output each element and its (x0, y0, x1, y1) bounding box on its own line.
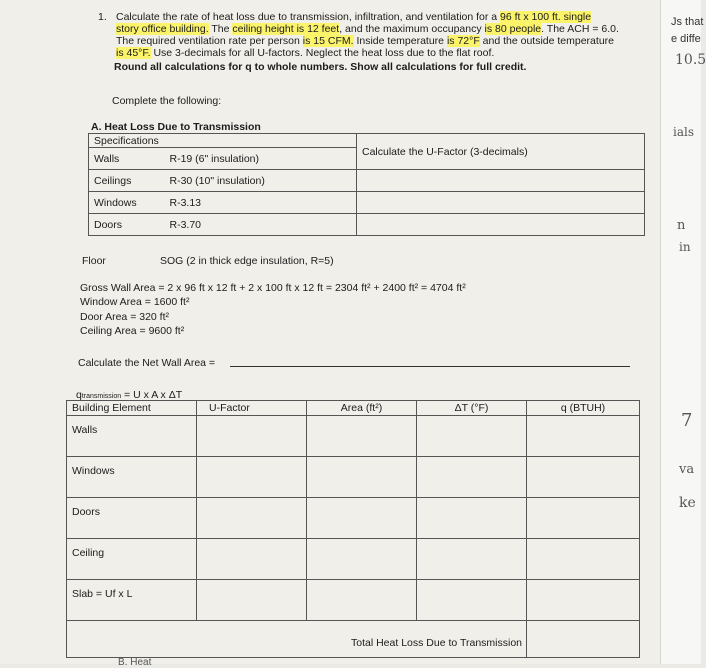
transmission-formula: qtransmission = U x A x ΔT (76, 389, 183, 401)
floor-spec: SOG (2 in thick edge insulation, R=5) (160, 255, 334, 267)
area-cell[interactable] (307, 457, 417, 498)
net-wall-prompt: Calculate the Net Wall Area = (78, 357, 216, 369)
element-label: Windows (67, 457, 197, 498)
total-q-cell[interactable] (527, 621, 640, 658)
next-section-fragment: B. Heat (118, 657, 152, 668)
col-header: Area (ft²) (307, 401, 417, 416)
question-line-1: Calculate the rate of heat loss due to transmission, infiltration, and ventilation for a 96 ft x 100 ft. single (116, 11, 592, 23)
strip-handwriting: 7 (681, 410, 693, 431)
gross-wall-area: Gross Wall Area = 2 x 96 ft x 12 ft + 2 x 100 ft x 12 ft = 2304 ft² + 2400 ft² = 4704 ft² (80, 282, 466, 294)
ufactor-cell[interactable] (197, 539, 307, 580)
adjacent-page-strip (660, 0, 706, 664)
area-cell[interactable] (307, 580, 417, 621)
element-label: Ceiling (67, 539, 197, 580)
delta-t-cell[interactable] (417, 580, 527, 621)
col-header: Building Element (67, 401, 197, 416)
table-row (67, 498, 640, 539)
strip-handwriting: va (679, 462, 695, 477)
spec-row-name: Windows (89, 192, 165, 214)
ufactor-cell[interactable] (197, 416, 307, 457)
col-header: U-Factor (197, 401, 307, 416)
spec-row-name: Ceilings (89, 170, 165, 192)
ufactor-answer-cell[interactable] (357, 192, 645, 214)
total-row (67, 621, 640, 658)
question-number: 1. (98, 11, 107, 23)
floor-label: Floor (82, 255, 106, 267)
door-area: Door Area = 320 ft² (80, 311, 170, 323)
spec-row-name: Walls (89, 148, 165, 170)
element-label: Doors (67, 498, 197, 539)
element-label: Walls (67, 416, 197, 457)
total-label: Total Heat Loss Due to Transmission (67, 621, 527, 658)
question-line-3: The required ventilation rate per person is 15 CFM. Inside temperature is 72°F and the outside temperature (116, 35, 614, 47)
delta-t-cell[interactable] (417, 539, 527, 580)
area-cell[interactable] (307, 539, 417, 580)
heat-loss-header (67, 401, 640, 416)
strip-handwriting: ke (679, 495, 696, 511)
strip-handwriting: ials (673, 125, 694, 139)
q-cell[interactable] (527, 416, 640, 457)
q-cell[interactable] (527, 498, 640, 539)
spec-header-left: Specifications (89, 134, 357, 148)
spec-row-value: R-3.70 (165, 214, 357, 236)
spec-row-value: R-30 (10" insulation) (165, 170, 357, 192)
q-cell[interactable] (527, 457, 640, 498)
table-row (67, 539, 640, 580)
delta-t-cell[interactable] (417, 457, 527, 498)
table-row (67, 416, 640, 457)
table-row (67, 580, 640, 621)
delta-t-cell[interactable] (417, 498, 527, 539)
col-header: ΔT (°F) (417, 401, 527, 416)
net-wall-answer-line[interactable] (230, 366, 630, 367)
ufactor-answer-cell[interactable] (357, 170, 645, 192)
element-label: Slab = Uf x L (67, 580, 197, 621)
spec-table-header (89, 134, 645, 148)
spec-row-name: Doors (89, 214, 165, 236)
delta-t-cell[interactable] (417, 416, 527, 457)
spec-row-value: R-19 (6" insulation) (165, 148, 357, 170)
question-line-2: story office building. The ceiling height is 12 feet, and the maximum occupancy is 80 people. The ACH = 6.0. (116, 23, 619, 35)
spec-row (89, 192, 645, 214)
spec-row (89, 170, 645, 192)
q-cell[interactable] (527, 580, 640, 621)
spec-header-right: Calculate the U-Factor (3-decimals) (357, 134, 645, 170)
col-header: q (BTUH) (527, 401, 640, 416)
strip-handwriting: 10.5 (675, 52, 706, 68)
complete-following-label: Complete the following: (112, 95, 222, 107)
window-area: Window Area = 1600 ft² (80, 296, 190, 308)
q-cell[interactable] (527, 539, 640, 580)
strip-handwriting: in (679, 240, 691, 254)
spec-row-value: R-3.13 (165, 192, 357, 214)
ufactor-cell[interactable] (197, 457, 307, 498)
spec-row (89, 214, 645, 236)
strip-text: e diffe (671, 33, 701, 45)
area-cell[interactable] (307, 498, 417, 539)
section-a-title: A. Heat Loss Due to Transmission (91, 121, 261, 133)
strip-text: Js that (671, 16, 704, 28)
spec-table (88, 133, 645, 236)
question-line-5: Round all calculations for q to whole numbers. Show all calculations for full credit. (114, 61, 527, 73)
table-row (67, 457, 640, 498)
strip-handwriting: n (677, 218, 686, 233)
area-cell[interactable] (307, 416, 417, 457)
ufactor-cell[interactable] (197, 498, 307, 539)
ufactor-answer-cell[interactable] (357, 214, 645, 236)
question-line-4: is 45°F. Use 3-decimals for all U-factors. Neglect the heat loss due to the flat roof. (116, 47, 495, 59)
heat-loss-table (66, 400, 640, 658)
ufactor-cell[interactable] (197, 580, 307, 621)
ceiling-area: Ceiling Area = 9600 ft² (80, 325, 185, 337)
